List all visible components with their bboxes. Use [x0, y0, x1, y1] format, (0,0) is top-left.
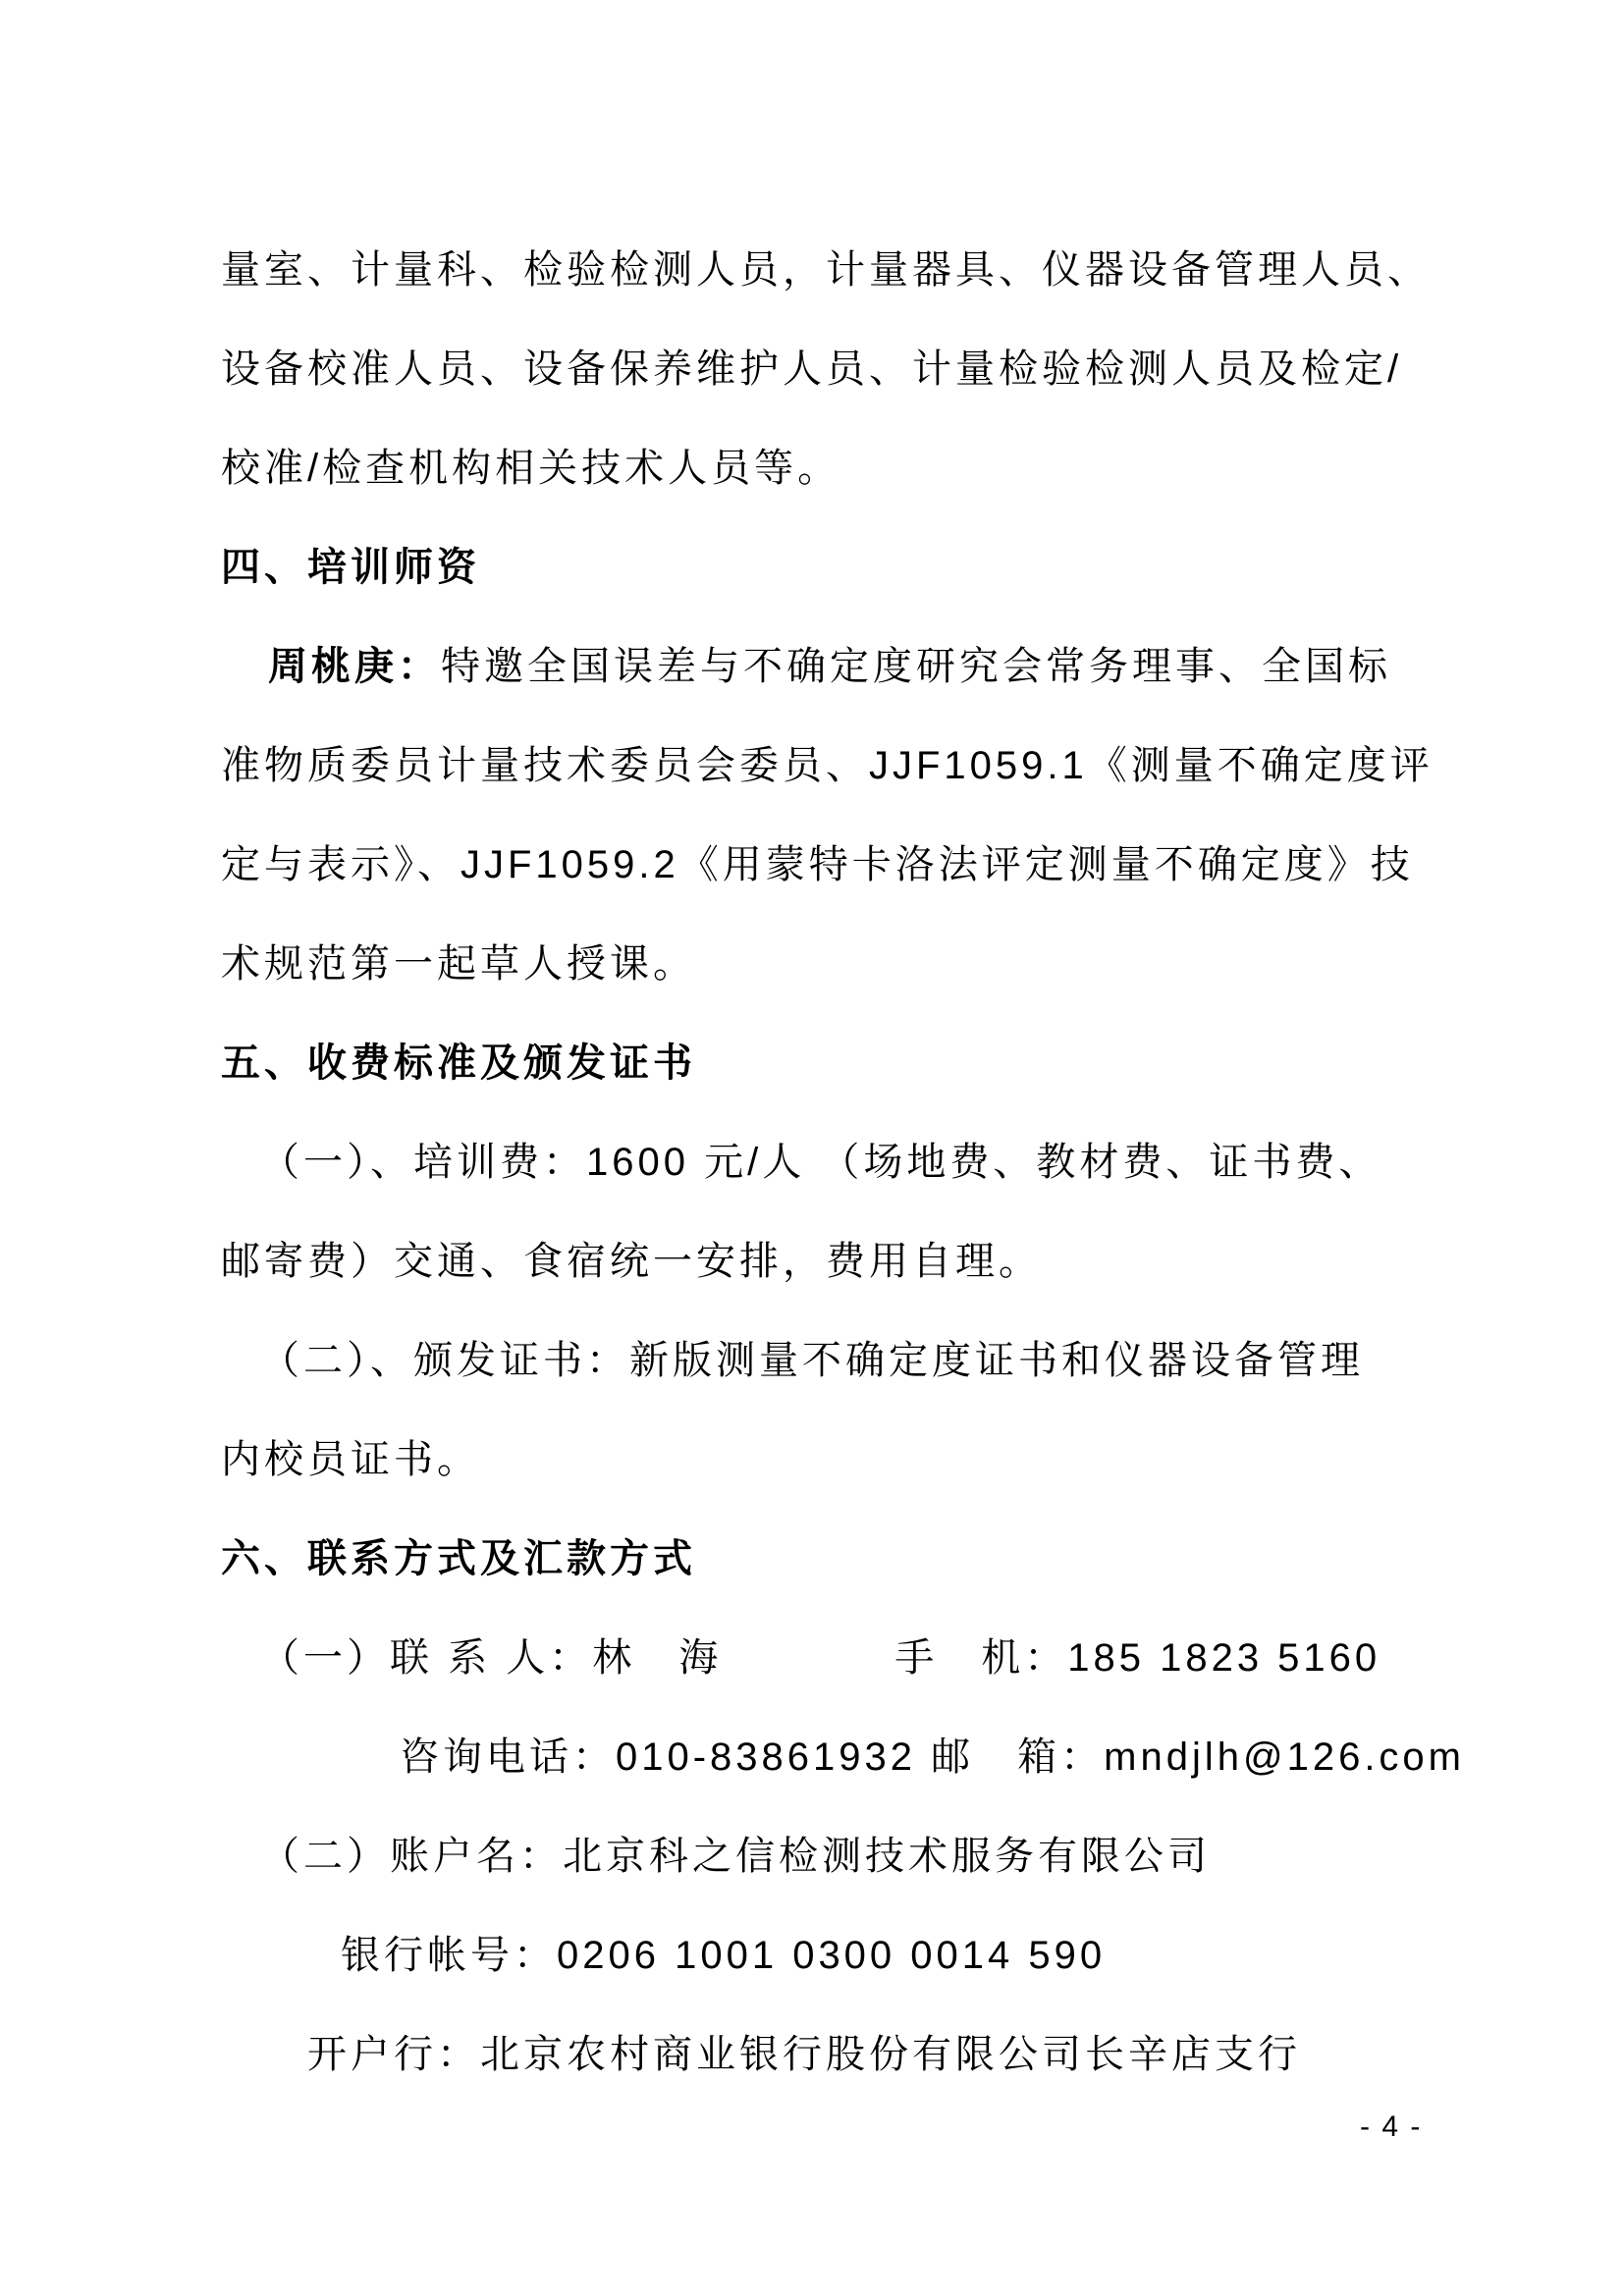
faculty-line-1-rest: 特邀全国误差与不确定度研究会常务理事、全国标 — [441, 645, 1391, 688]
fees-item2-line-2: 内校员证书。 — [221, 1438, 480, 1481]
bank-account-line: 银行帐号：0206 1001 0300 0014 590 — [341, 1934, 1107, 1977]
section-heading-contact: 六、联系方式及汇款方式 — [221, 1537, 696, 1580]
bank-branch-line: 开户行：北京农村商业银行股份有限公司长辛店支行 — [307, 2033, 1301, 2076]
fees-item1-line-1: （一）、培训费：1600 元/人 （场地费、教材费、证书费、 — [260, 1141, 1382, 1184]
section-heading-faculty: 四、培训师资 — [221, 546, 480, 589]
teacher-name: 周桃庚： — [268, 645, 441, 688]
faculty-line-4: 术规范第一起草人授课。 — [221, 942, 696, 986]
contact-phone-email-line: 咨询电话：010-83861932 邮 箱：mndjlh@126.com — [400, 1735, 1465, 1779]
faculty-line-1 — [268, 617, 1477, 717]
intro-line-1: 量室、计量科、检验检测人员，计量器具、仪器设备管理人员、 — [221, 248, 1431, 292]
section-heading-fees: 五、收费标准及颁发证书 — [221, 1041, 696, 1085]
faculty-line-3: 定与表示》、JJF1059.2《用蒙特卡洛法评定测量不确定度》技 — [221, 843, 1414, 886]
intro-line-3: 校准/检查机构相关技术人员等。 — [221, 447, 841, 490]
account-name-line: （二）账户名：北京科之信检测技术服务有限公司 — [260, 1835, 1211, 1878]
fees-item1-line-2: 邮寄费）交通、食宿统一安排，费用自理。 — [221, 1240, 1042, 1283]
fees-item2-line-1: （二）、颁发证书：新版测量不确定度证书和仪器设备管理 — [260, 1339, 1364, 1382]
contact-person-line: （一）联 系 人：林 海 手 机：185 1823 5160 — [260, 1636, 1381, 1680]
faculty-line-2: 准物质委员计量技术委员会委员、JJF1059.1《测量不确定度评 — [221, 744, 1434, 787]
intro-line-2: 设备校准人员、设备保养维护人员、计量检验检测人员及检定/ — [221, 347, 1403, 391]
page-number: - 4 - — [1360, 2110, 1423, 2143]
